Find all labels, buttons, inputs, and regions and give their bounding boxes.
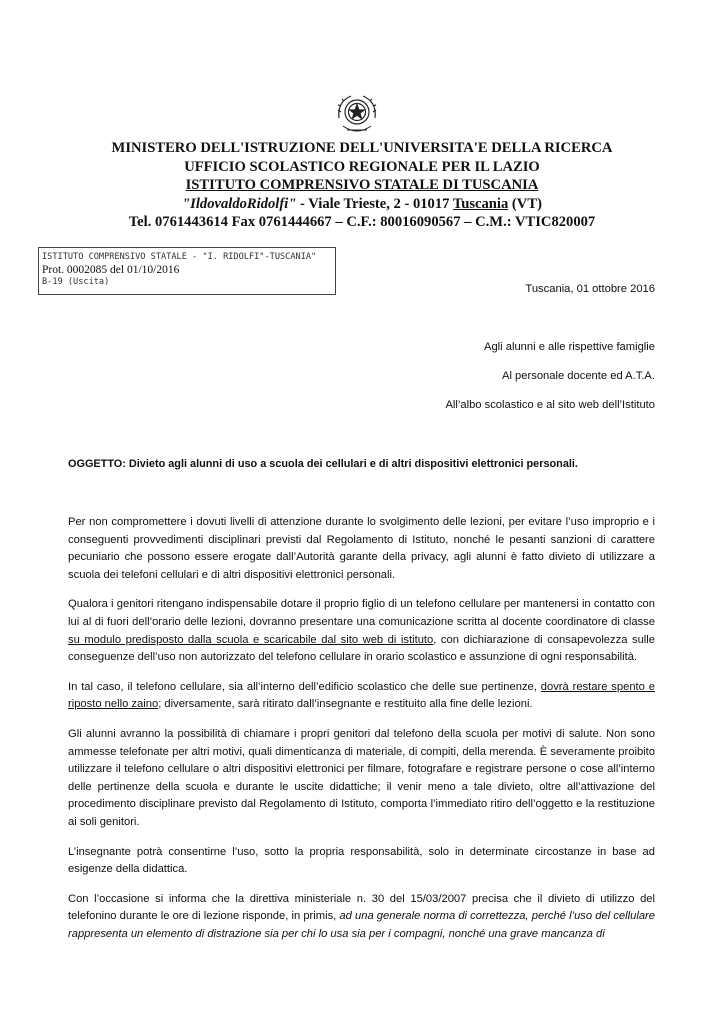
office-line: UFFICIO SCOLASTICO REGIONALE PER IL LAZIO [184, 158, 540, 175]
recipient-board: All’albo scolastico e al sito web dell’Istituto [445, 399, 655, 411]
paragraph-3-text: In tal caso, il telefono cellulare, sia all’interno dell’edificio scolastico che delle sue pertinenze, [68, 680, 541, 693]
paragraph-2-underlined: su modulo predisposto dalla scuola e scaricabile dal sito web di istituto [68, 633, 434, 646]
paragraph-1: Per non compromettere i dovuti livelli di attenzione durante lo svolgimento delle lezioni, per evitare l’uso improprio e i conseguenti provvedimenti disciplinari previsti dal Regolamento di Istituto, nonché le pesanti sanzioni di carattere pecuniario che possono essere erogate dall’Autorità garante della privacy, agli alunni è fatto divieto di utilizzare a scuola dei telefoni cellulari e di altri dispositivi elettronici personali. [68, 516, 655, 581]
institute-line: ISTITUTO COMPRENSIVO STATALE DI TUSCANIA [185, 177, 539, 193]
paragraph-5: L’insegnante potrà consentirne l’uso, sotto la propria responsabilità, solo in determinate circostanze in base ad esigenze della didattica. [68, 845, 655, 876]
paragraph-4: Gli alunni avranno la possibilità di chiamare i propri genitori dal telefono della scuola per motivi di salute. Non sono ammesse telefonate per altri motivi, quali dimenticanza di materiale, di compiti, della merenda. È severamente proibito utilizzare il telefono cellulare o altri dispositivi elettronici per filmare, fotografare e registrare persone o cose all’interno delle pertinenze della scuola e durante le uscite didattiche; il venir meno a tale divieto, oltre all’attivazione del procedimento disciplinare previsto dal Regolamento di Istituto, comporta l’immediato ritiro dell’oggetto e la restituzione ai soli genitori. [68, 727, 655, 828]
paragraph-3-underlined: dovrà restare spento e riposto nello zaino [68, 680, 655, 711]
recipient-staff: Al personale docente ed A.T.A. [502, 370, 655, 382]
paragraph-6-italic: ad una generale norma di correttezza, perché l’uso del cellulare rappresenta un elemento di distrazione sia per chi lo usa sia per i compagni, nonché una grave mancanza di [68, 910, 655, 940]
ministry-line: MINISTERO DELL'ISTRUZIONE DELL'UNIVERSITA'E DELLA RICERCA [111, 140, 613, 156]
address-line [0, 195, 724, 214]
paragraph-6-text: Con l’occasione si informa che la direttiva ministeriale n. 30 del 15/03/2007 precisa che il divieto di utilizzo del telefonino durante le ore di lezione risponde, in primis, [68, 892, 655, 923]
protocol-number: Prot. 0002085 del 01/10/2016 [42, 264, 180, 276]
city-name: Tuscania [452, 195, 509, 212]
paragraph-2-text-end: , con dichiarazione di consapevolezza sulle conseguenze dell’uso non autorizzato del telefono cellulare in orario scolastico e assunzione di ogni responsabilità. [68, 633, 655, 664]
paragraph-3-text-end: ; diversamente, sarà ritirato dall’insegnante e restituito alla fine delle lezioni. [158, 698, 533, 711]
protocol-class: B-19 (Uscita) [42, 277, 110, 287]
letter-date: Tuscania, 01 ottobre 2016 [525, 283, 655, 295]
letterhead [0, 139, 724, 232]
school-name: "IldovaldoRidolfi" [182, 195, 297, 212]
address-text: - Viale Trieste, 2 - 01017 [296, 195, 453, 212]
province-text: (VT) [508, 195, 542, 212]
recipients [445, 340, 655, 427]
paragraph-2-text: Qualora i genitori ritengano indispensabile dotare il proprio figlio di un telefono cellulare per mantenersi in contatto con lui al di fuori dell’orario delle lezioni, dovranno presentare una comunicazione scritta al docente coordinatore di classe [68, 598, 655, 628]
letter-body [68, 514, 655, 955]
paragraph-6 [68, 891, 655, 944]
paragraph-2 [68, 596, 655, 666]
protocol-stamp [38, 247, 336, 295]
recipient-students: Agli alunni e alle rispettive famiglie [483, 341, 655, 353]
contacts-line: Tel. 0761443614 Fax 0761444667 – C.F.: 80016090567 – C.M.: VTIC820007 [128, 214, 596, 230]
subject-line: OGGETTO: Divieto agli alunni di uso a scuola dei cellulari e di altri dispositivi elettronici personali. [68, 458, 578, 470]
protocol-institute: ISTITUTO COMPRENSIVO STATALE - "I. RIDOLFI"-TUSCANIA" [42, 252, 317, 262]
emblem-icon [333, 88, 381, 138]
paragraph-3 [68, 679, 655, 714]
